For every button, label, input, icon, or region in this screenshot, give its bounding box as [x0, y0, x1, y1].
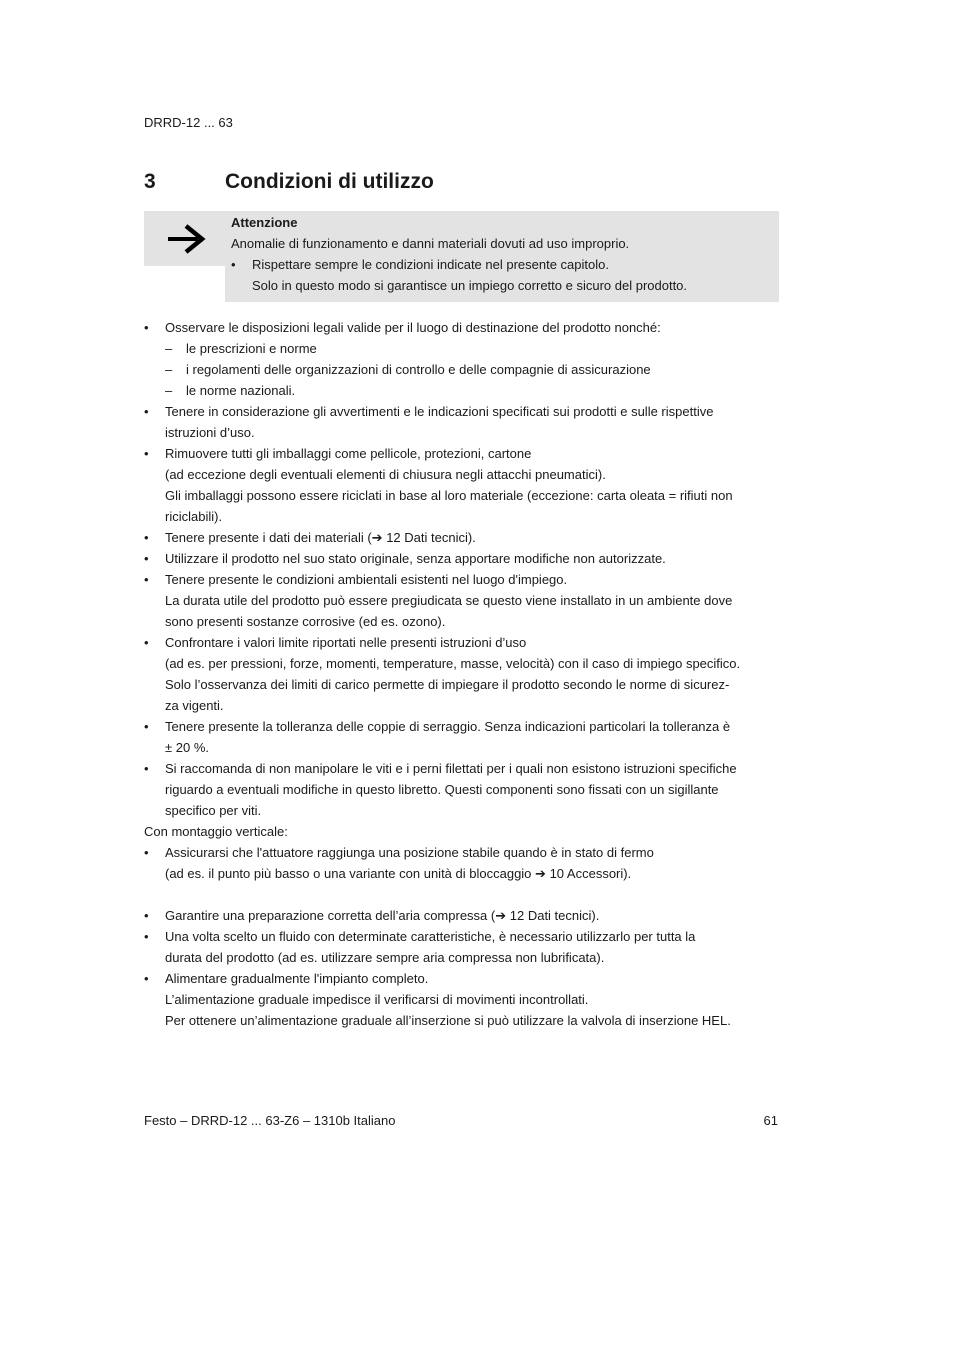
list-item: • Tenere in considerazione gli avvertimenti e le indicazioni specificati sui prodotti e sulle rispettive [144, 404, 714, 419]
list-item-continuation: ± 20 %. [165, 740, 209, 755]
list-item: • Tenere presente la tolleranza delle coppie di serraggio. Senza indicazioni particolari la tolleranza è [144, 719, 731, 734]
warning-text: Anomalie di funzionamento e danni materiali dovuti ad uso improprio. [231, 236, 630, 251]
arrow-right-icon [166, 223, 206, 255]
document-reference: DRRD-12 ... 63 [144, 115, 233, 130]
cross-reference: 12 Dati tecnici). [386, 530, 476, 545]
page-number: 61 [763, 1113, 778, 1128]
list-item: • Rimuovere tutti gli imballaggi come pellicole, protezioni, cartone [144, 446, 532, 461]
list-item-continuation: Solo l’osservanza dei limiti di carico permette di impiegare il prodotto secondo le norme di sicurez- [165, 677, 730, 692]
warning-item-continuation: Solo in questo modo si garantisce un impiego corretto e sicuro del prodotto. [252, 278, 688, 293]
footer-document-info: Festo – DRRD-12 ... 63-Z6 – 1310b Italiano [144, 1113, 396, 1128]
list-item-continuation: riguardo a eventuali modifiche in questo libretto. Questi componenti sono fissati con un sigillante [165, 782, 719, 797]
cross-reference: 10 Accessori). [549, 866, 632, 881]
list-item-continuation: L’alimentazione graduale impedisce il verificarsi di movimenti incontrollati. [165, 992, 589, 1007]
warning-item: • Rispettare sempre le condizioni indicate nel presente capitolo. [231, 257, 609, 272]
chapter-number: 3 [144, 170, 156, 193]
sub-list-item: – le norme nazionali. [165, 383, 296, 398]
list-item-continuation: Per ottenere un’alimentazione graduale all’inserzione si può utilizzare la valvola di inserzione HEL. [165, 1013, 731, 1028]
list-item-continuation: (ad es. il punto più basso o una variante con unità di bloccaggio ➔ 10 Accessori). [165, 866, 632, 881]
chapter-title: Condizioni di utilizzo [225, 170, 434, 193]
sub-list-item: – le prescrizioni e norme [165, 341, 317, 356]
list-item: • Tenere presente le condizioni ambientali esistenti nel luogo d'impiego. [144, 572, 568, 587]
list-item-continuation: za vigenti. [165, 698, 224, 713]
list-item-continuation: sono presenti sostanze corrosive (ed es. ozono). [165, 614, 446, 629]
list-item-continuation: (ad es. per pressioni, forze, momenti, temperature, masse, velocità) con il caso di impiego specifico. [165, 656, 741, 671]
list-item-continuation: specifico per viti. [165, 803, 262, 818]
list-item: • Si raccomanda di non manipolare le viti e i perni filettati per i quali non esistono istruzioni specifiche [144, 761, 737, 776]
list-item-continuation: (ad eccezione degli eventuali elementi di chiusura negli attacchi pneumatici). [165, 467, 606, 482]
list-item-continuation: Gli imballaggi possono essere riciclati in base al loro materiale (eccezione: carta oleata = rifiuti non [165, 488, 733, 503]
arrow-right-icon: ➔ [495, 908, 507, 923]
cross-reference: 12 Dati tecnici). [509, 908, 600, 923]
warning-icon-box [144, 211, 227, 266]
list-item: • Garantire una preparazione corretta dell’aria compressa (➔ 12 Dati tecnici). [144, 908, 600, 923]
vertical-mounting-label: Con montaggio verticale: [144, 824, 288, 839]
list-item: • Assicurarsi che l'attuatore raggiunga una posizione stabile quando è in stato di fermo [144, 845, 654, 860]
warning-box [225, 211, 779, 302]
list-item-continuation: La durata utile del prodotto può essere pregiudicata se questo viene installato in un ambiente dove [165, 593, 733, 608]
list-item-continuation: durata del prodotto (ad es. utilizzare sempre aria compressa non lubrificata). [165, 950, 605, 965]
list-item: • Una volta scelto un fluido con determinate caratteristiche, è necessario utilizzarlo per tutta la [144, 929, 696, 944]
list-item-continuation: riciclabili). [165, 509, 223, 524]
arrow-right-icon: ➔ [371, 530, 383, 545]
list-item: • Tenere presente i dati dei materiali (➔ 12 Dati tecnici). [144, 530, 476, 545]
sub-list-item: – i regolamenti delle organizzazioni di controllo e delle compagnie di assicurazione [165, 362, 651, 377]
list-item-continuation: istruzioni d’uso. [165, 425, 255, 440]
warning-title: Attenzione [231, 215, 298, 230]
conditions-list [144, 317, 784, 1031]
list-item: • Confrontare i valori limite riportati nelle presenti istruzioni d’uso [144, 635, 527, 650]
list-item: • Utilizzare il prodotto nel suo stato originale, senza apportare modifiche non autorizzate. [144, 551, 666, 566]
list-item: • Alimentare gradualmente l'impianto completo. [144, 971, 429, 986]
list-item: • Osservare le disposizioni legali valide per il luogo di destinazione del prodotto nonché: [144, 320, 661, 335]
arrow-right-icon: ➔ [535, 866, 546, 881]
